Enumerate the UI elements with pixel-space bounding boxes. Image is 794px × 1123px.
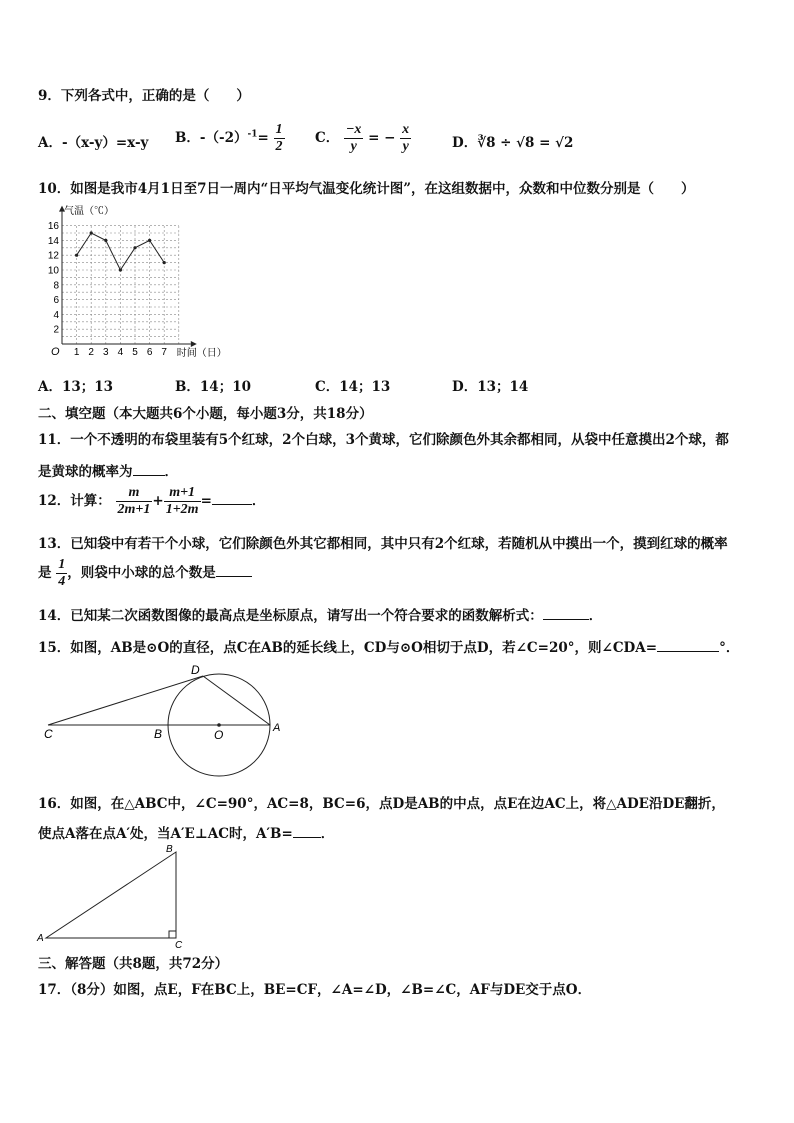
- q9-c-num1: −x: [345, 122, 362, 137]
- q9-c-den1: y: [350, 139, 357, 154]
- q9-c-mid: = −: [368, 130, 396, 146]
- label-c: C: [44, 727, 53, 741]
- x-tick-label: 2: [88, 347, 94, 358]
- y-tick-label: 14: [47, 235, 59, 247]
- label-b: B: [166, 844, 173, 855]
- q9-b-eq: =: [257, 130, 269, 146]
- q13-num: 1: [58, 557, 66, 572]
- q15-end: °．: [719, 640, 740, 656]
- triangle-abc: [46, 852, 176, 938]
- q12-num1: m: [116, 485, 153, 502]
- q16-line-2: [38, 822, 334, 842]
- data-point: [75, 254, 78, 257]
- q12-answer-blank: [212, 490, 252, 505]
- q13-rest: ，则袋中小球的总个数是: [67, 565, 216, 581]
- q13-line-2: [38, 557, 252, 590]
- q16-triangle-figure: [36, 842, 196, 950]
- right-angle-mark: [169, 931, 176, 938]
- x-tick-label: 7: [161, 347, 167, 358]
- data-point: [119, 268, 122, 271]
- q14: [38, 604, 602, 624]
- chart-layer: [48, 205, 227, 359]
- q12-num2: m+1: [164, 485, 201, 502]
- q12-prefix: 12．计算：: [38, 493, 111, 509]
- q13-den: 4: [58, 574, 66, 589]
- q13-is: 是: [38, 565, 52, 581]
- y-tick-label: 10: [47, 265, 59, 277]
- q9-c-fraction-2: [400, 122, 411, 155]
- origin-label: O: [51, 346, 60, 358]
- data-point: [133, 246, 136, 249]
- x-tick-label: 3: [103, 347, 109, 358]
- x-axis-label: 时间（日）: [176, 348, 227, 359]
- q9-option-b: [175, 122, 285, 155]
- q11-text: 是黄球的概率为: [38, 464, 133, 480]
- q9-option-a: A．-（x-y）=x-y: [38, 135, 149, 151]
- y-tick-label: 4: [53, 309, 59, 321]
- q12-den2: 1+2m: [165, 502, 199, 517]
- x-tick-label: 6: [146, 347, 153, 358]
- q12-end: ．: [251, 493, 266, 509]
- q9-c-label: C．: [315, 130, 340, 146]
- q9-c-num2: x: [402, 122, 410, 137]
- q11-answer-blank: [133, 461, 165, 476]
- y-tick-label: 16: [47, 221, 59, 233]
- q9-b-fraction: [274, 122, 285, 155]
- q11-line-2: [38, 460, 178, 480]
- x-tick-label: 4: [117, 347, 124, 358]
- q12-fraction-1: [116, 485, 153, 518]
- data-point: [163, 261, 166, 264]
- q9-b-den: 2: [275, 139, 283, 154]
- y-tick-label: 12: [47, 250, 59, 262]
- data-point: [104, 239, 107, 242]
- tangent-cd: [48, 676, 203, 725]
- y-tick-label: 8: [53, 280, 59, 292]
- q17-stem: 17．（8分）如图，点E，F在BC上，BE=CF，∠A=∠D，∠B=∠C，AF与DE交于点O．: [38, 982, 592, 998]
- q12-den1: 2m+1: [117, 502, 151, 517]
- q14-answer-blank: [543, 605, 589, 620]
- q14-text: 14．已知某二次函数图像的最高点是坐标原点，请写出一个符合要求的函数解析式：: [38, 608, 543, 624]
- x-axis-arrow: [191, 341, 197, 347]
- q15-circle-figure: [38, 658, 298, 780]
- q9-c-fraction-1: [344, 122, 363, 155]
- section-2-heading: 二、填空题（本大题共6个小题，每小题3分，共18分）: [38, 406, 373, 422]
- q10-option-b: B．14；10: [175, 379, 251, 395]
- q16-text: 使点A落在点A′处，当A′E⊥AC时，A′B=: [38, 826, 293, 842]
- chord-da: [203, 676, 270, 725]
- data-point: [148, 239, 151, 242]
- y-tick-label: 6: [53, 295, 59, 307]
- q12-eq: =: [200, 493, 212, 509]
- q9-stem: 9．下列各式中，正确的是（ ）: [38, 88, 250, 104]
- q16-line-1: 16．如图，在△ABC中，∠C=90°，AC=8，BC=6，点D是AB的中点，点E在边AC上，将△ADE沿DE翻折，: [38, 796, 725, 812]
- q12-plus: +: [152, 493, 164, 509]
- q16-end: ．: [320, 826, 335, 842]
- q15-text: 15．如图，AB是⊙O的直径，点C在AB的延长线上，CD与⊙O相切于点D，若∠C=20°，则∠CDA=: [38, 640, 658, 656]
- q11-end: ．: [164, 464, 178, 480]
- q15-answer-blank: [657, 637, 719, 652]
- x-tick-label: 1: [73, 347, 80, 358]
- label-a: A: [37, 933, 44, 944]
- data-point: [90, 231, 93, 234]
- q9-b-label: B．-（-2）: [175, 130, 248, 146]
- label-b: B: [154, 727, 163, 741]
- q9-option-c: [315, 122, 411, 155]
- y-axis-label: 气温（℃）: [64, 206, 114, 217]
- section-3-heading: 三、解答题（共8题，共72分）: [38, 956, 229, 972]
- q10-stem: 10．如图是我市4月1日至7日一周内“日平均气温变化统计图”，在这组数据中，众数和中位数分别是（ ）: [38, 181, 695, 197]
- q9-c-den2: y: [402, 139, 409, 154]
- q16-answer-blank: [293, 823, 321, 838]
- q9-option-d: D．∛8 ÷ √8 = √2: [452, 135, 574, 151]
- q10-line-chart: [40, 200, 240, 362]
- label-c: C: [175, 940, 183, 950]
- q10-option-d: D．13；14: [452, 379, 529, 395]
- q13-fraction: [56, 557, 67, 590]
- label-o: O: [214, 728, 224, 742]
- q9-b-exponent: -1: [247, 129, 258, 140]
- q13-answer-blank: [216, 562, 252, 577]
- y-tick-label: 2: [53, 324, 59, 336]
- label-d: D: [191, 663, 200, 677]
- q9-b-num: 1: [275, 122, 283, 137]
- x-tick-label: 5: [132, 347, 138, 358]
- q11-line-1: 11．一个不透明的布袋里装有5个红球，2个白球，3个黄球，它们除颜色外其余都相同，从袋中任意摸出2个球，都: [38, 432, 729, 448]
- q12-fraction-2: [164, 485, 201, 518]
- center-point-o: [217, 723, 221, 727]
- q15: [38, 636, 739, 656]
- q10-option-a: A．13；13: [38, 379, 114, 395]
- q13-line-1: 13．已知袋中有若干个小球，它们除颜色外其它都相同，其中只有2个红球，若随机从中摸出一个，摸到红球的概率: [38, 536, 728, 552]
- q14-end: ．: [588, 608, 603, 624]
- label-a: A: [273, 722, 281, 734]
- q12: [38, 485, 265, 518]
- q10-option-c: C．14；13: [315, 379, 391, 395]
